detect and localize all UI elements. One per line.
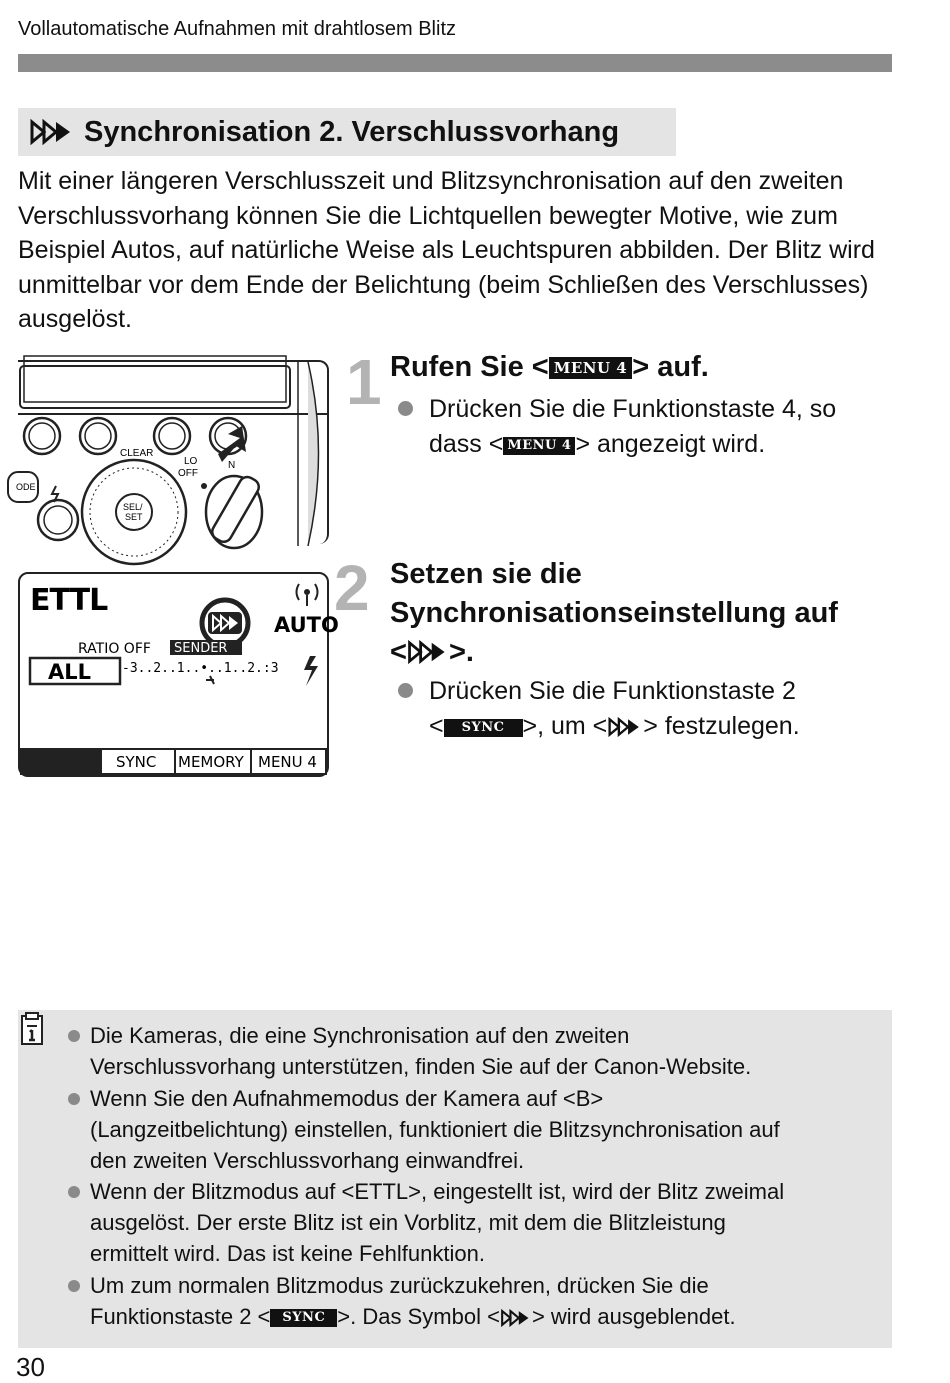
- bullet-dot: [398, 683, 413, 698]
- lock-label: LO: [184, 456, 198, 467]
- second-curtain-sync-icon: [500, 1309, 532, 1327]
- bullet-dot: [398, 401, 413, 416]
- clear-label: CLEAR: [120, 448, 154, 459]
- second-curtain-sync-icon: [607, 717, 643, 737]
- note-box: [18, 1010, 892, 1348]
- softkey-sync: SYNC: [116, 753, 157, 771]
- step-1-title: Rufen Sie < MENU 4 > auf.: [390, 351, 709, 383]
- lcd-sender: SENDER: [174, 641, 228, 656]
- lcd-group-all: ALL: [48, 660, 92, 684]
- running-header: Vollautomatische Aufnahmen mit drahtlosem Blitz: [18, 18, 456, 40]
- step-2-bullet: Drücken Sie die Funktionstaste 2 < SYNC >, um < > festzulegen.: [398, 674, 898, 744]
- step-2-number: 2: [334, 552, 370, 624]
- step-2-title: Setzen sie die Synchronisationseinstellung auf < >.: [390, 558, 838, 668]
- page-number: 30: [16, 1352, 45, 1382]
- lcd-auto: AUTO: [274, 613, 339, 637]
- bullet-dot: [68, 1030, 80, 1042]
- section-title: [18, 108, 676, 156]
- section-title-text: Synchronisation 2. Verschlussvorhang: [84, 115, 620, 148]
- lcd-mode-ettl: ETTL: [30, 583, 108, 618]
- lcd-panel-figure: [18, 572, 339, 777]
- second-curtain-sync-icon: [407, 640, 449, 664]
- wireless-icon: [297, 584, 318, 606]
- mode-label: ODE: [16, 482, 36, 492]
- selset-label-top: SEL/: [123, 502, 143, 512]
- second-curtain-sync-icon: [30, 119, 74, 145]
- intro-paragraph: Mit einer längeren Verschlusszeit und Blitzsynchronisation auf den zweiten Verschlussvorhang können Sie die Lichtquellen bewegter Motive, wie zum Beispiel Autos, auf natürliche Weise als Leuchtspuren abbilden. Der Blitz wird unmittelbar vor dem Ende der Belichtung (beim Schließen des Verschlusses) ausgelöst.: [18, 167, 875, 333]
- bullet-dot: [68, 1186, 80, 1198]
- sync-badge: SYNC: [270, 1309, 337, 1327]
- flash-control-panel-figure: [18, 360, 329, 544]
- lock-label-end: N: [228, 460, 236, 471]
- note-icon: [20, 1012, 46, 1046]
- selset-label-bottom: SET: [125, 512, 143, 522]
- note-item-1: Die Kameras, die eine Synchronisation auf den zweiten Verschlussvorhang unterstützen, finden Sie auf der Canon-Website.: [68, 1020, 880, 1082]
- bullet-dot: [68, 1280, 80, 1292]
- bullet-dot: [68, 1093, 80, 1105]
- off-label: OFF: [178, 468, 198, 479]
- menu4-badge: MENU 4: [503, 437, 575, 455]
- lcd-scale: -3..2..1..•..1..2.:3: [122, 661, 279, 676]
- step-1-bullet: Drücken Sie die Funktionstaste 4, so dass < MENU 4 > angezeigt wird.: [398, 392, 898, 462]
- note-item-3: Wenn der Blitzmodus auf <ETTL>, eingestellt ist, wird der Blitz zweimal ausgelöst. Der erste Blitz ist ein Vorblitz, mit dem die Blitzleistung ermittelt wird. Das ist keine Fehlfunktion.: [68, 1176, 880, 1269]
- flash-bolt-icon: [304, 656, 318, 686]
- step-1-number: 1: [346, 346, 382, 418]
- softkey-menu4: MENU 4: [258, 753, 317, 771]
- header-rule: [18, 54, 892, 72]
- note-item-4: Um zum normalen Blitzmodus zurückzukehren, drücken Sie die Funktionstaste 2 < SYNC >. Das Symbol < > wird ausgeblendet.: [68, 1270, 880, 1332]
- note-item-2: Wenn Sie den Aufnahmemodus der Kamera auf <B> (Langzeitbelichtung) einstellen, funktioniert die Blitzsynchronisation auf den zweiten Verschlussvorhang einwandfrei.: [68, 1083, 880, 1176]
- menu4-badge: MENU 4: [549, 357, 633, 379]
- sync-badge: SYNC: [444, 719, 523, 737]
- lcd-ratio: RATIO OFF: [78, 641, 151, 657]
- softkey-memory: MEMORY: [178, 753, 244, 771]
